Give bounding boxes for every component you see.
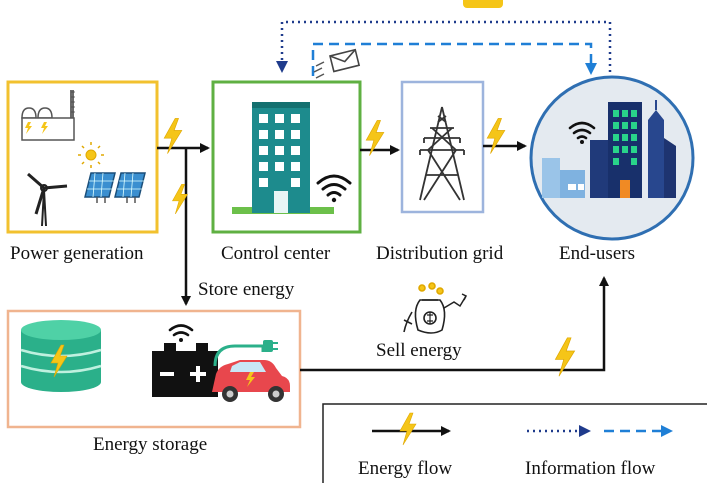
legend-information-flow-label: Information flow	[525, 458, 656, 479]
partial-top-icon	[463, 0, 503, 8]
control-center-label: Control center	[221, 243, 331, 264]
energy-storage-box	[8, 311, 300, 427]
distribution-grid-label: Distribution grid	[376, 243, 504, 264]
store-energy-label: Store energy	[198, 279, 295, 300]
sell-energy-label: Sell energy	[376, 340, 462, 361]
battery-icon	[152, 343, 218, 397]
power-generation-label: Power generation	[10, 243, 144, 264]
end-users-label: End-users	[559, 243, 635, 264]
energy-storage-label: Energy storage	[93, 434, 208, 455]
control-center-box	[213, 82, 360, 232]
power-generation-box	[8, 82, 157, 232]
distribution-grid-box	[402, 82, 483, 212]
money-bag-icon	[404, 283, 466, 333]
end-users-circle	[531, 77, 693, 239]
envelope-icon	[314, 50, 359, 78]
legend-energy-flow-label: Energy flow	[358, 458, 453, 479]
database-icon	[21, 320, 101, 392]
